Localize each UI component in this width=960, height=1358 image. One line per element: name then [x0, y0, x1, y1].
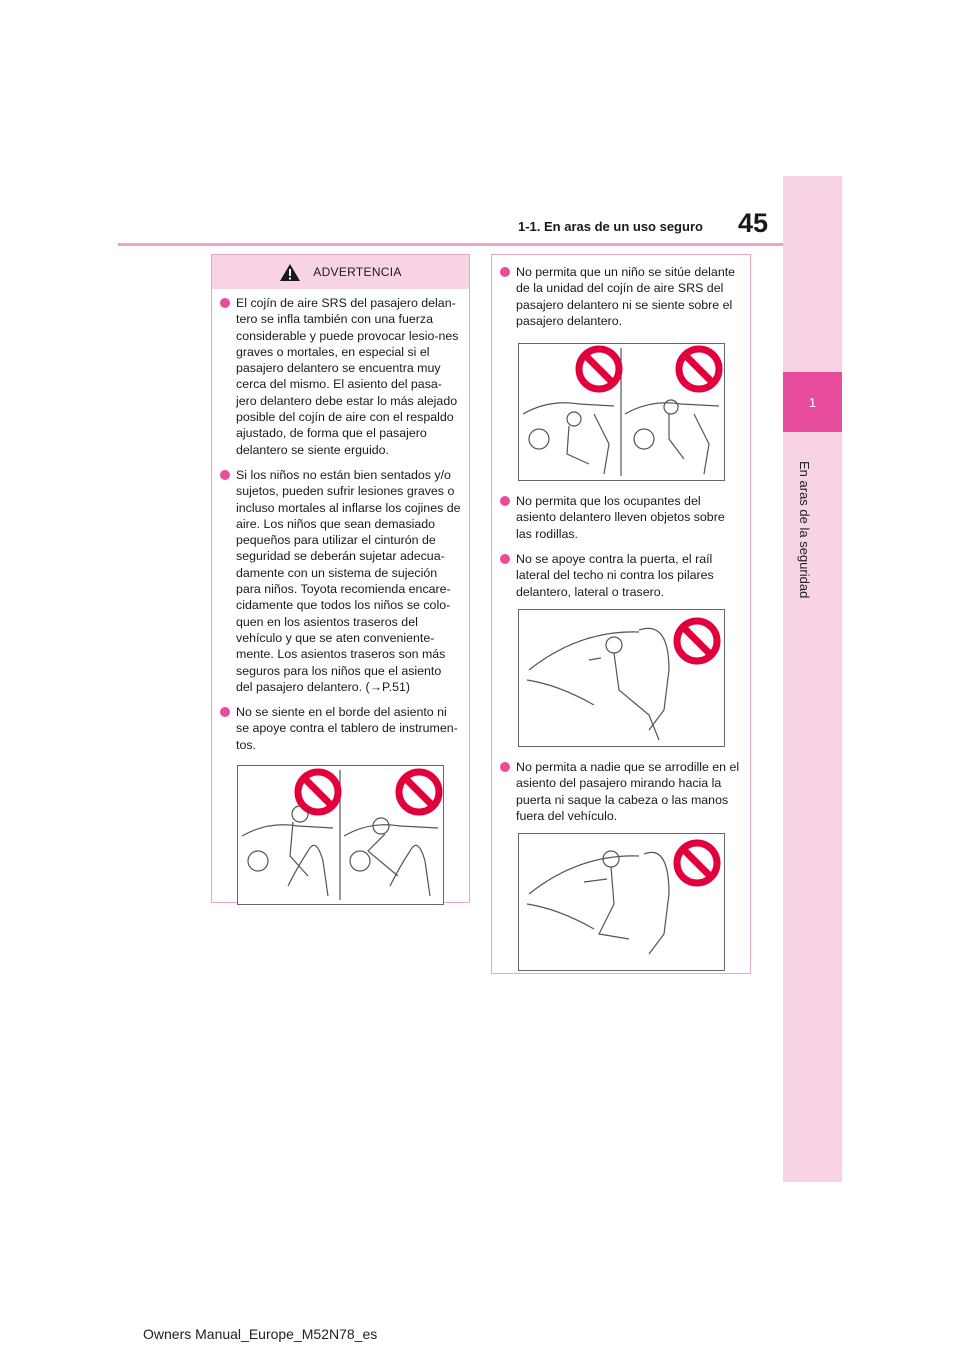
bullet-icon	[220, 298, 230, 308]
prohibition-icon	[677, 621, 717, 661]
page-number: 45	[738, 208, 769, 238]
illustration-lean-door	[518, 609, 725, 747]
prohibition-icon	[399, 772, 439, 812]
warning-triangle-icon	[279, 263, 301, 282]
warning-box-right	[491, 254, 751, 974]
header-rule	[118, 243, 783, 246]
bullet-icon	[500, 554, 510, 564]
list-item	[220, 704, 461, 753]
chapter-title: En aras de la seguridad	[797, 461, 812, 599]
item-text: No permita que un niño se sitúe delante de la unidad del cojín de aire SRS del pasajero delantero ni se siente sobre el pasajero delantero.	[516, 265, 736, 328]
illustration-drawing	[519, 610, 724, 746]
illustration-child-front	[518, 343, 725, 481]
list-item	[500, 551, 742, 600]
prohibition-icon	[677, 843, 717, 883]
illustration-seat-edge	[237, 765, 444, 905]
list-item	[220, 295, 461, 458]
illustration-drawing	[519, 834, 724, 970]
chapter-side-tab[interactable]	[783, 176, 842, 1182]
item-text: El cojín de aire SRS del pasajero delan-tero se infla también con una fuerza considerable y puede provocar lesio-nes graves o mortales, en especial si el pasajero delantero se encuentra muy cerca del mismo. El asiento del pasa-jero delantero debe estar lo más alejado posible del cojín de aire con el respaldo ajustado, de forma que el pasajero delantero se siente erguido.	[236, 296, 459, 457]
warning-title: ADVERTENCIA	[313, 265, 402, 279]
list-item	[500, 493, 742, 542]
warning-box-left	[211, 254, 470, 903]
prohibition-icon	[579, 349, 619, 389]
bullet-icon	[500, 496, 510, 506]
illustration-drawing	[238, 766, 443, 904]
bullet-icon	[500, 762, 510, 772]
item-text: No se apoye contra la puerta, el raíl lateral del techo ni contra los pilares delantero, lateral o trasero.	[516, 552, 714, 599]
bullet-icon	[500, 267, 510, 277]
list-item	[500, 759, 742, 824]
illustration-drawing	[519, 344, 724, 480]
item-text: No permita a nadie que se arrodille en el asiento del pasajero mirando hacia la puerta ni saque la cabeza o las manos fuera del vehículo.	[516, 759, 740, 823]
prohibition-icon	[298, 772, 338, 812]
footer-text: Owners Manual_Europe_M52N78_es	[143, 1326, 378, 1342]
chapter-number: 1	[783, 372, 842, 432]
bullet-icon	[220, 707, 230, 717]
list-item	[500, 264, 742, 329]
item-text: No se siente en el borde del asiento ni se apoye contra el tablero de instrumen-tos.	[236, 705, 458, 752]
bullet-icon	[220, 470, 230, 480]
item-text: No permita que los ocupantes del asiento delantero lleven objetos sobre las rodillas.	[516, 494, 725, 541]
prohibition-icon	[679, 349, 719, 389]
warning-header	[212, 255, 469, 289]
illustration-kneeling	[518, 833, 725, 971]
list-item	[220, 467, 461, 695]
section-title: 1-1. En aras de un uso seguro	[518, 219, 703, 234]
item-text: Si los niños no están bien sentados y/o sujetos, pueden sufrir lesiones graves o incluso mortales al inflarse los cojines de aire. Los niños que sean demasiado pequeños para utilizar el cinturón de seguridad se deberán sujetar adecua-damente con un sistema de sujeción para niños. Toyota recomienda encare-cidamente que todos los niños se colo-quen en los asientos traseros del vehículo y que se aten conveniente-mente. Los asientos traseros son más seguros para los niños que el asiento del pasajero delantero. (→P.51)	[236, 467, 461, 694]
